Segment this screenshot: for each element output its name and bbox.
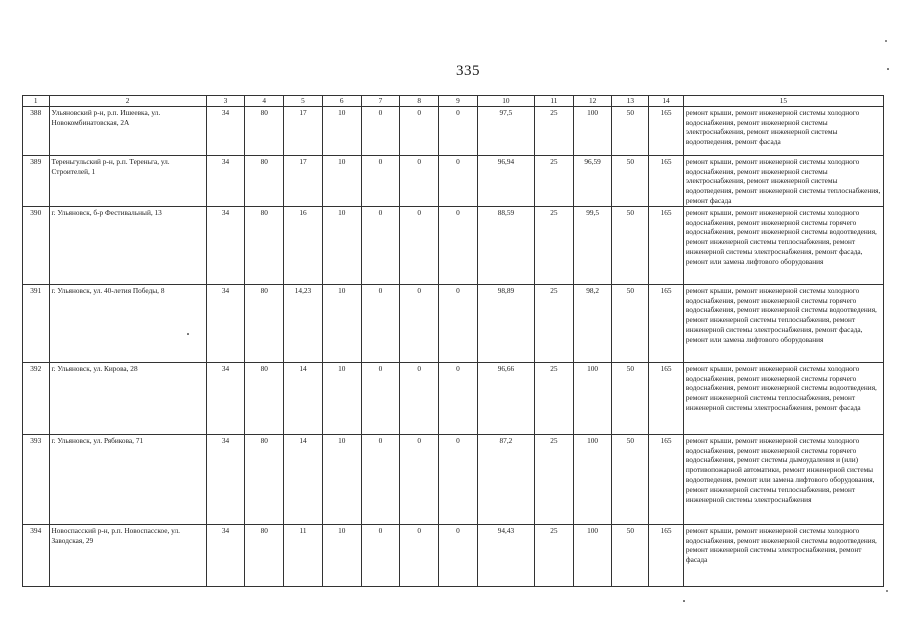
value-cell: 0	[439, 524, 478, 586]
value-cell: 165	[649, 362, 684, 434]
header-cell: 1	[23, 96, 50, 107]
table-row	[23, 524, 884, 586]
value-cell: 87,2	[477, 434, 534, 524]
register-table	[22, 95, 884, 587]
header-cell: 4	[245, 96, 284, 107]
value-cell: 0	[361, 362, 400, 434]
value-cell: 0	[400, 524, 439, 586]
value-cell: 0	[400, 206, 439, 284]
value-cell: 80	[245, 106, 284, 155]
value-cell: 50	[612, 362, 649, 434]
value-cell: 98,2	[573, 284, 612, 362]
value-cell: 0	[361, 106, 400, 155]
value-cell: 17	[284, 155, 323, 206]
scan-speck	[887, 68, 889, 70]
value-cell: 10	[322, 284, 361, 362]
value-cell: 100	[573, 434, 612, 524]
value-cell: 25	[534, 434, 573, 524]
value-cell: 11	[284, 524, 323, 586]
value-cell: 100	[573, 362, 612, 434]
works-cell: ремонт крыши, ремонт инженерной системы холодного водоснабжения, ремонт инженерной системы водоотведения, ремонт инженерной системы электроснабжения, ремонт фасада	[683, 524, 883, 586]
scan-speck	[885, 40, 887, 42]
works-cell: ремонт крыши, ремонт инженерной системы холодного водоснабжения, ремонт инженерной системы горячего водоснабжения, ремонт инженерной системы водоотведения, ремонт инженерной системы теплоснабжения, ремонт инженерной системы электроснабжения, ремонт фасада, ремонт или замена лифтового оборудования	[683, 206, 883, 284]
value-cell: 96,66	[477, 362, 534, 434]
header-cell: 5	[284, 96, 323, 107]
header-cell: 11	[534, 96, 573, 107]
value-cell: 50	[612, 434, 649, 524]
value-cell: 100	[573, 106, 612, 155]
value-cell: 0	[361, 434, 400, 524]
header-cell: 6	[322, 96, 361, 107]
value-cell: 80	[245, 284, 284, 362]
value-cell: 0	[439, 284, 478, 362]
header-cell: 15	[683, 96, 883, 107]
page-number: 335	[456, 63, 480, 79]
value-cell: 100	[573, 524, 612, 586]
value-cell: 34	[206, 155, 245, 206]
address-cell: Ульяновский р-н, р.п. Ишеевка, ул. Новокомбинатовская, 2А	[49, 106, 206, 155]
value-cell: 25	[534, 362, 573, 434]
value-cell: 98,89	[477, 284, 534, 362]
header-cell: 7	[361, 96, 400, 107]
value-cell: 165	[649, 524, 684, 586]
header-cell: 12	[573, 96, 612, 107]
value-cell: 97,5	[477, 106, 534, 155]
value-cell: 10	[322, 524, 361, 586]
value-cell: 80	[245, 362, 284, 434]
header-cell: 2	[49, 96, 206, 107]
value-cell: 25	[534, 106, 573, 155]
address-cell: г. Ульяновск, ул. 40-летия Победы, 8	[49, 284, 206, 362]
value-cell: 34	[206, 206, 245, 284]
value-cell: 50	[612, 106, 649, 155]
works-cell: ремонт крыши, ремонт инженерной системы холодного водоснабжения, ремонт инженерной системы горячего водоснабжения, ремонт инженерной системы водоотведения, ремонт инженерной системы теплоснабжения, ремонт инженерной системы электроснабжения, ремонт фасада, ремонт или замена лифтового оборудования	[683, 284, 883, 362]
value-cell: 10	[322, 106, 361, 155]
header-cell: 14	[649, 96, 684, 107]
value-cell: 96,59	[573, 155, 612, 206]
value-cell: 0	[439, 206, 478, 284]
value-cell: 10	[322, 434, 361, 524]
works-cell: ремонт крыши, ремонт инженерной системы холодного водоснабжения, ремонт инженерной системы электроснабжения, ремонт инженерной системы водоотведения, ремонт инженерной системы теплоснабжения, ремонт фасада	[683, 155, 883, 206]
row-number: 391	[23, 284, 50, 362]
value-cell: 165	[649, 434, 684, 524]
value-cell: 50	[612, 155, 649, 206]
value-cell: 0	[400, 155, 439, 206]
value-cell: 34	[206, 362, 245, 434]
value-cell: 34	[206, 434, 245, 524]
works-cell: ремонт крыши, ремонт инженерной системы холодного водоснабжения, ремонт инженерной системы электроснабжения, ремонт инженерной системы водоотведения, ремонт фасада	[683, 106, 883, 155]
value-cell: 25	[534, 524, 573, 586]
row-number: 392	[23, 362, 50, 434]
value-cell: 0	[400, 434, 439, 524]
value-cell: 16	[284, 206, 323, 284]
value-cell: 0	[361, 206, 400, 284]
value-cell: 10	[322, 155, 361, 206]
column-number-header	[23, 96, 884, 107]
header-cell: 13	[612, 96, 649, 107]
value-cell: 50	[612, 524, 649, 586]
header-cell: 9	[439, 96, 478, 107]
row-number: 393	[23, 434, 50, 524]
header-cell: 8	[400, 96, 439, 107]
value-cell: 165	[649, 284, 684, 362]
value-cell: 0	[361, 284, 400, 362]
value-cell: 88,59	[477, 206, 534, 284]
value-cell: 80	[245, 434, 284, 524]
header-cell: 3	[206, 96, 245, 107]
value-cell: 0	[400, 284, 439, 362]
row-number: 390	[23, 206, 50, 284]
value-cell: 0	[439, 155, 478, 206]
value-cell: 99,5	[573, 206, 612, 284]
value-cell: 10	[322, 362, 361, 434]
value-cell: 14	[284, 434, 323, 524]
value-cell: 10	[322, 206, 361, 284]
value-cell: 165	[649, 206, 684, 284]
table-row	[23, 284, 884, 362]
address-cell: г. Ульяновск, б-р Фестивальный, 13	[49, 206, 206, 284]
value-cell: 0	[400, 106, 439, 155]
address-cell: Новоспасский р-н, р.п. Новоспасское, ул. Заводская, 29	[49, 524, 206, 586]
value-cell: 17	[284, 106, 323, 155]
row-number: 388	[23, 106, 50, 155]
table-row	[23, 362, 884, 434]
address-cell: г. Ульяновск, ул. Кирова, 28	[49, 362, 206, 434]
scan-speck	[683, 600, 685, 602]
value-cell: 80	[245, 524, 284, 586]
table-row	[23, 434, 884, 524]
address-cell: Тереньгульский р-н, р.п. Тереньга, ул. Строителей, 1	[49, 155, 206, 206]
value-cell: 34	[206, 106, 245, 155]
value-cell: 25	[534, 155, 573, 206]
value-cell: 14,23	[284, 284, 323, 362]
value-cell: 165	[649, 106, 684, 155]
value-cell: 165	[649, 155, 684, 206]
row-number: 394	[23, 524, 50, 586]
value-cell: 0	[361, 524, 400, 586]
scan-speck	[187, 333, 189, 335]
value-cell: 0	[439, 362, 478, 434]
value-cell: 0	[439, 106, 478, 155]
works-cell: ремонт крыши, ремонт инженерной системы холодного водоснабжения, ремонт инженерной системы горячего водоснабжения, ремонт инженерной системы водоотведения, ремонт инженерной системы теплоснабжения, ремонт инженерной системы электроснабжения, ремонт фасада	[683, 362, 883, 434]
table-row	[23, 155, 884, 206]
value-cell: 0	[400, 362, 439, 434]
value-cell: 50	[612, 206, 649, 284]
table-row	[23, 106, 884, 155]
value-cell: 94,43	[477, 524, 534, 586]
value-cell: 34	[206, 284, 245, 362]
value-cell: 34	[206, 524, 245, 586]
value-cell: 96,94	[477, 155, 534, 206]
row-number: 389	[23, 155, 50, 206]
header-cell: 10	[477, 96, 534, 107]
value-cell: 0	[361, 155, 400, 206]
works-cell: ремонт крыши, ремонт инженерной системы холодного водоснабжения, ремонт инженерной системы горячего водоснабжения, ремонт системы дымоудаления и (или) противопожарной автоматики, ремонт инженерной системы водоотведения, ремонт или замена лифтового оборудования, ремонт инженерной системы теплоснабжения, ремонт инженерной системы электроснабжения	[683, 434, 883, 524]
table-row	[23, 206, 884, 284]
value-cell: 25	[534, 284, 573, 362]
address-cell: г. Ульяновск, ул. Рябикова, 71	[49, 434, 206, 524]
value-cell: 14	[284, 362, 323, 434]
value-cell: 0	[439, 434, 478, 524]
scan-speck	[886, 590, 888, 592]
value-cell: 80	[245, 155, 284, 206]
value-cell: 80	[245, 206, 284, 284]
value-cell: 25	[534, 206, 573, 284]
value-cell: 50	[612, 284, 649, 362]
